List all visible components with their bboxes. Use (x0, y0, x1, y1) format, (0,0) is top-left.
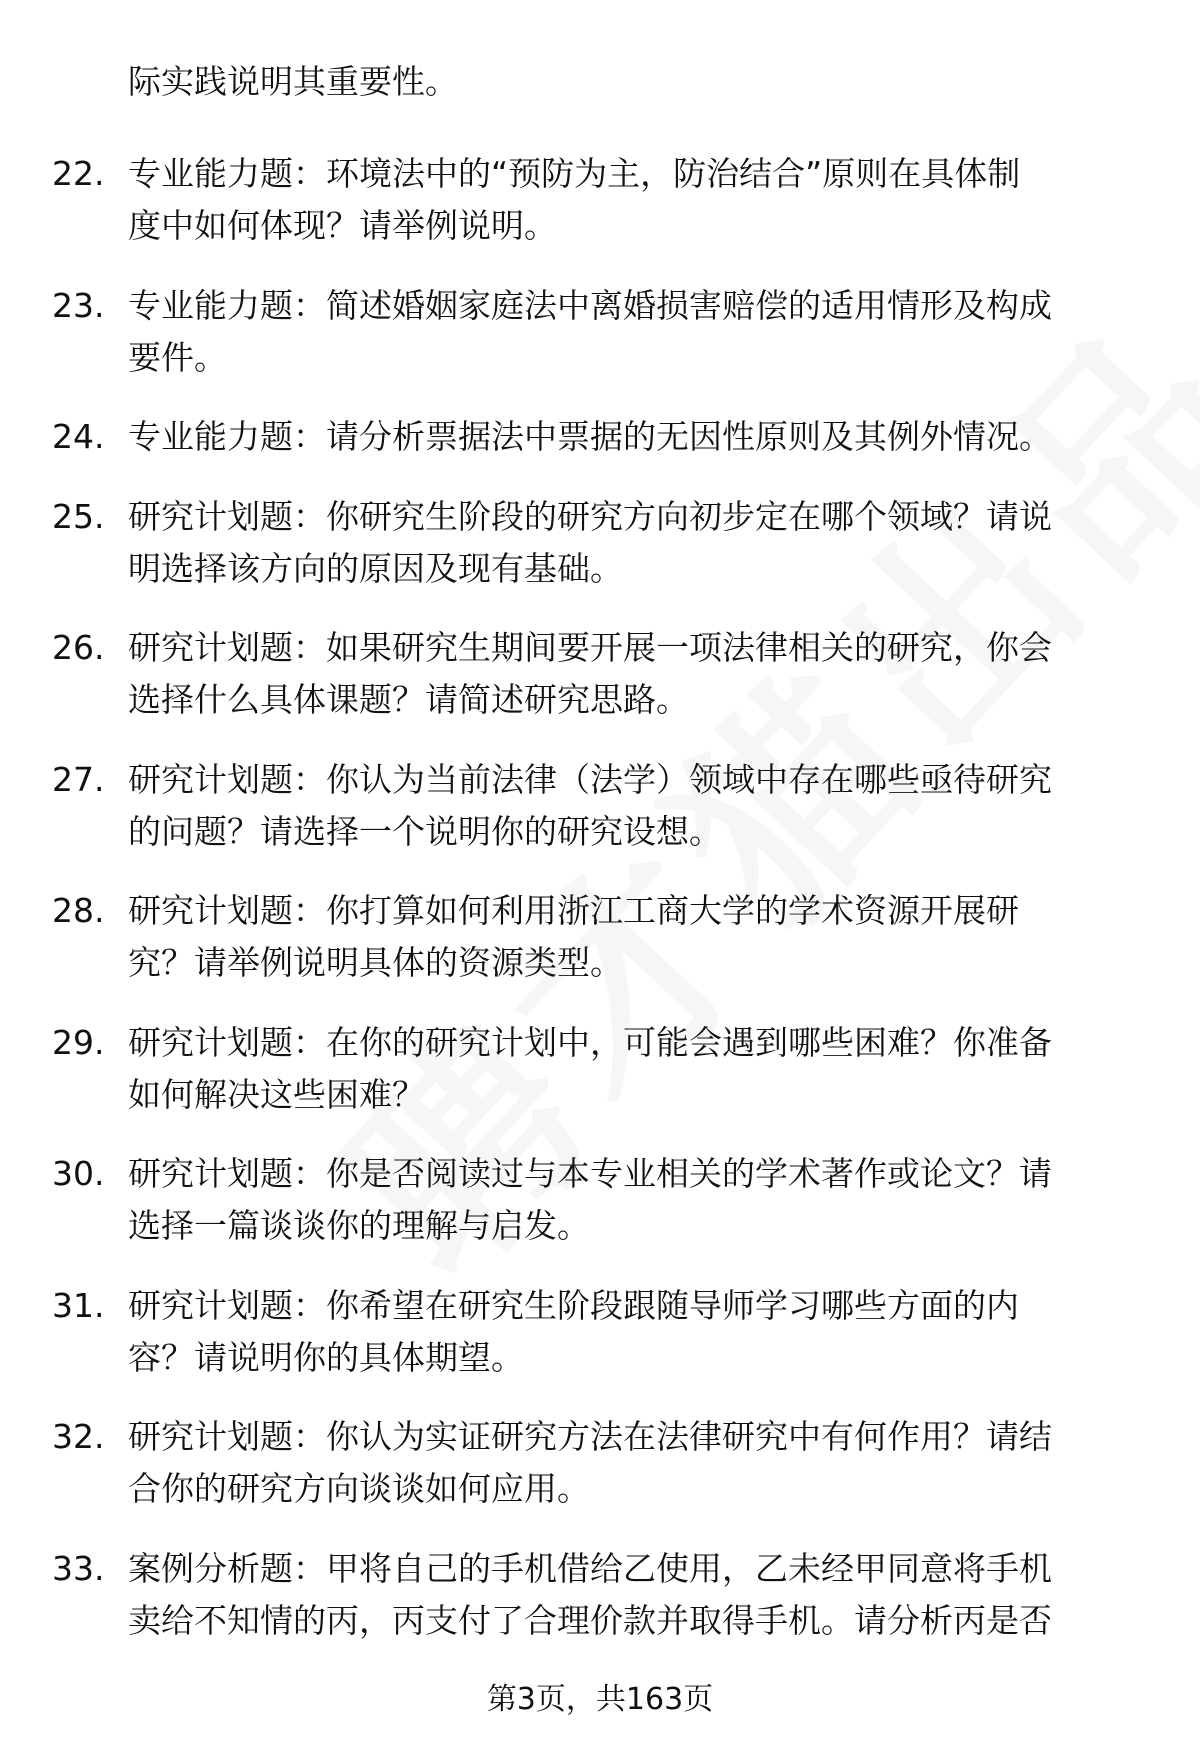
question-text (128, 622, 1138, 726)
question-text (128, 1280, 1138, 1384)
question-line: 要件。 (128, 337, 227, 377)
question-line: 专业能力题：请分析票据法中票据的无因性原则及其例外情况。 (128, 417, 1052, 456)
question-line: 究？请举例说明具体的资源类型。 (128, 943, 623, 982)
question-line: 专业能力题：环境法中的“预防为主，防治结合”原则在具体制 (128, 154, 1021, 193)
question-item (0, 1017, 1200, 1121)
question-text (128, 280, 1138, 384)
question-number: 28. (52, 891, 105, 930)
question-line: 专业能力题：简述婚姻家庭法中离婚损害赔偿的适用情形及构成 (128, 285, 1052, 325)
question-item (0, 491, 1200, 595)
question-number: 25. (52, 496, 105, 536)
question-item (0, 1148, 1200, 1252)
continuation-text: 际实践说明其重要性。 (128, 62, 458, 101)
question-number: 23. (52, 285, 105, 325)
question-line: 研究计划题：你认为实证研究方法在法律研究中有何作用？请结 (128, 1417, 1052, 1456)
question-item (0, 148, 1200, 252)
question-item (0, 280, 1200, 384)
question-item (0, 1543, 1200, 1647)
question-list (0, 148, 1200, 1674)
question-text (128, 754, 1138, 858)
question-text (128, 411, 1138, 463)
question-item (0, 1411, 1200, 1515)
question-line: 合你的研究方向谈谈如何应用。 (128, 1469, 590, 1508)
question-number: 26. (52, 628, 105, 667)
question-number: 29. (52, 1022, 105, 1062)
question-text (128, 1411, 1138, 1515)
question-number: 33. (52, 1548, 105, 1588)
question-line: 选择一篇谈谈你的理解与启发。 (128, 1206, 590, 1245)
question-line: 明选择该方向的原因及现有基础。 (128, 548, 623, 588)
question-number: 27. (52, 759, 105, 799)
question-line: 研究计划题：你希望在研究生阶段跟随导师学习哪些方面的内 (128, 1285, 1019, 1325)
question-text (128, 885, 1138, 989)
question-line: 研究计划题：你研究生阶段的研究方向初步定在哪个领域？请说 (128, 496, 1052, 536)
question-line: 度中如何体现？请举例说明。 (128, 206, 557, 245)
question-text (128, 148, 1138, 252)
question-line: 的问题？请选择一个说明你的研究设想。 (128, 811, 722, 851)
question-number: 22. (52, 154, 105, 193)
question-line: 研究计划题：你打算如何利用浙江工商大学的学术资源开展研 (128, 891, 1019, 930)
question-item (0, 885, 1200, 989)
question-item (0, 622, 1200, 726)
question-line: 研究计划题：你是否阅读过与本专业相关的学术著作或论文？请 (128, 1154, 1052, 1193)
question-item (0, 754, 1200, 858)
question-line: 研究计划题：在你的研究计划中，可能会遇到哪些困难？你准备 (128, 1022, 1052, 1062)
question-line: 研究计划题：你认为当前法律（法学）领域中存在哪些亟待研究 (128, 759, 1052, 799)
question-line: 如何解决这些困难？ (128, 1074, 425, 1114)
page-number-footer: 第3页，共163页 (486, 1682, 714, 1717)
question-item (0, 411, 1200, 463)
question-line: 容？请说明你的具体期望。 (128, 1337, 524, 1377)
question-number: 32. (52, 1417, 105, 1456)
question-line: 研究计划题：如果研究生期间要开展一项法律相关的研究，你会 (128, 628, 1052, 667)
question-text (128, 491, 1138, 595)
question-text (128, 1017, 1138, 1121)
question-line: 选择什么具体课题？请简述研究思路。 (128, 680, 689, 719)
question-line: 案例分析题：甲将自己的手机借给乙使用，乙未经甲同意将手机 (128, 1548, 1052, 1588)
question-text (128, 1148, 1138, 1252)
question-line: 卖给不知情的丙，丙支付了合理价款并取得手机。请分析丙是否 (128, 1600, 1052, 1640)
question-item (0, 1280, 1200, 1384)
question-text (128, 1543, 1138, 1647)
question-number: 30. (52, 1154, 105, 1193)
question-number: 24. (52, 417, 105, 456)
question-number: 31. (52, 1285, 105, 1325)
